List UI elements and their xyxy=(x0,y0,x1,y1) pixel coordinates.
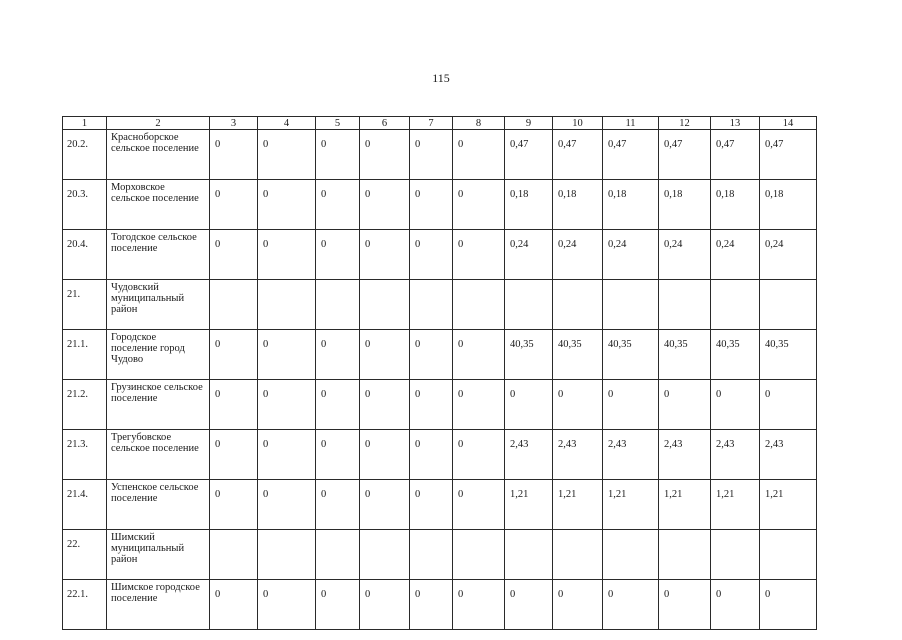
value-cell: 0 xyxy=(453,580,505,630)
value-cell: 0,47 xyxy=(553,130,603,180)
settlement-name-cell: Успенское сельское поселение xyxy=(107,480,210,530)
settlement-name-cell: Чудовский муниципальный район xyxy=(107,280,210,330)
value-cell: 0,18 xyxy=(553,180,603,230)
value-cell: 0 xyxy=(360,130,410,180)
value-cell: 1,21 xyxy=(553,480,603,530)
table-row xyxy=(63,280,817,330)
value-cell: 0 xyxy=(210,580,258,630)
value-cell: 0,18 xyxy=(603,180,659,230)
table-row xyxy=(63,530,817,580)
column-number-header: 2 xyxy=(107,117,210,130)
table-row xyxy=(63,430,817,480)
value-cell: 0 xyxy=(453,380,505,430)
table-body xyxy=(63,130,817,630)
value-cell xyxy=(316,530,360,580)
value-cell: 0 xyxy=(360,380,410,430)
value-cell: 2,43 xyxy=(659,430,711,480)
value-cell xyxy=(711,530,760,580)
value-cell: 0 xyxy=(410,230,453,280)
value-cell xyxy=(210,280,258,330)
value-cell: 1,21 xyxy=(603,480,659,530)
value-cell: 0 xyxy=(453,230,505,280)
value-cell: 0 xyxy=(453,430,505,480)
value-cell: 0 xyxy=(316,380,360,430)
value-cell: 0 xyxy=(316,330,360,380)
value-cell: 0,47 xyxy=(760,130,817,180)
value-cell: 0,47 xyxy=(659,130,711,180)
column-number-row xyxy=(63,117,817,130)
value-cell: 0 xyxy=(410,380,453,430)
data-table xyxy=(62,116,817,630)
value-cell: 0 xyxy=(258,230,316,280)
value-cell: 0 xyxy=(453,180,505,230)
column-number-header: 7 xyxy=(410,117,453,130)
value-cell xyxy=(659,280,711,330)
value-cell: 0 xyxy=(410,180,453,230)
value-cell: 2,43 xyxy=(553,430,603,480)
value-cell xyxy=(453,530,505,580)
table-row xyxy=(63,480,817,530)
value-cell: 0 xyxy=(410,430,453,480)
value-cell: 0,47 xyxy=(505,130,553,180)
value-cell xyxy=(505,530,553,580)
value-cell xyxy=(711,280,760,330)
value-cell: 0,24 xyxy=(760,230,817,280)
value-cell: 0,47 xyxy=(603,130,659,180)
value-cell xyxy=(760,280,817,330)
value-cell: 0 xyxy=(258,130,316,180)
value-cell: 0,24 xyxy=(553,230,603,280)
value-cell: 0 xyxy=(316,180,360,230)
value-cell: 0 xyxy=(316,130,360,180)
column-number-header: 10 xyxy=(553,117,603,130)
value-cell xyxy=(553,280,603,330)
value-cell xyxy=(453,280,505,330)
value-cell: 0 xyxy=(316,580,360,630)
value-cell xyxy=(258,280,316,330)
value-cell xyxy=(659,530,711,580)
value-cell: 40,35 xyxy=(505,330,553,380)
value-cell xyxy=(360,280,410,330)
value-cell: 0 xyxy=(360,430,410,480)
value-cell xyxy=(603,280,659,330)
value-cell: 0 xyxy=(760,580,817,630)
value-cell: 0 xyxy=(258,580,316,630)
value-cell: 0 xyxy=(659,580,711,630)
value-cell xyxy=(760,530,817,580)
value-cell: 0,24 xyxy=(659,230,711,280)
value-cell: 0 xyxy=(360,330,410,380)
value-cell: 0 xyxy=(210,480,258,530)
value-cell: 0 xyxy=(258,430,316,480)
value-cell xyxy=(210,530,258,580)
row-code-cell: 22.1. xyxy=(63,580,107,630)
table-row xyxy=(63,330,817,380)
value-cell: 0 xyxy=(453,130,505,180)
row-code-cell: 21.4. xyxy=(63,480,107,530)
value-cell: 0 xyxy=(316,430,360,480)
column-number-header: 8 xyxy=(453,117,505,130)
value-cell: 0 xyxy=(210,330,258,380)
column-number-header: 13 xyxy=(711,117,760,130)
settlement-name-cell: Шимский муниципальный район xyxy=(107,530,210,580)
value-cell: 0 xyxy=(360,480,410,530)
value-cell: 0,18 xyxy=(760,180,817,230)
row-code-cell: 21.2. xyxy=(63,380,107,430)
value-cell: 0 xyxy=(258,330,316,380)
value-cell: 0 xyxy=(553,380,603,430)
value-cell: 0 xyxy=(711,380,760,430)
row-code-cell: 20.3. xyxy=(63,180,107,230)
value-cell: 1,21 xyxy=(505,480,553,530)
value-cell: 0 xyxy=(258,380,316,430)
value-cell: 0,18 xyxy=(711,180,760,230)
value-cell: 0,18 xyxy=(505,180,553,230)
value-cell: 0 xyxy=(210,180,258,230)
value-cell: 0,24 xyxy=(711,230,760,280)
value-cell: 0 xyxy=(410,480,453,530)
settlement-name-cell: Красноборское сельское поселение xyxy=(107,130,210,180)
value-cell: 0 xyxy=(603,580,659,630)
value-cell: 0 xyxy=(760,380,817,430)
table-row xyxy=(63,180,817,230)
value-cell: 0 xyxy=(360,180,410,230)
settlement-name-cell: Трегубовское сельское поселение xyxy=(107,430,210,480)
value-cell xyxy=(603,530,659,580)
value-cell: 0 xyxy=(258,180,316,230)
row-code-cell: 22. xyxy=(63,530,107,580)
value-cell: 40,35 xyxy=(553,330,603,380)
settlement-name-cell: Тогодское сельское поселение xyxy=(107,230,210,280)
row-code-cell: 21. xyxy=(63,280,107,330)
value-cell: 2,43 xyxy=(760,430,817,480)
value-cell: 0,18 xyxy=(659,180,711,230)
value-cell: 2,43 xyxy=(711,430,760,480)
value-cell: 1,21 xyxy=(711,480,760,530)
value-cell: 40,35 xyxy=(711,330,760,380)
value-cell: 0 xyxy=(603,380,659,430)
column-number-header: 12 xyxy=(659,117,711,130)
value-cell xyxy=(553,530,603,580)
column-number-header: 3 xyxy=(210,117,258,130)
column-number-header: 5 xyxy=(316,117,360,130)
table-row xyxy=(63,580,817,630)
value-cell: 0,47 xyxy=(711,130,760,180)
row-code-cell: 21.1. xyxy=(63,330,107,380)
page-number: 115 xyxy=(432,71,450,85)
value-cell xyxy=(258,530,316,580)
value-cell: 0 xyxy=(659,380,711,430)
settlement-name-cell: Грузинское сельское поселение xyxy=(107,380,210,430)
value-cell: 0 xyxy=(210,380,258,430)
value-cell xyxy=(505,280,553,330)
column-number-header: 6 xyxy=(360,117,410,130)
value-cell: 0 xyxy=(210,230,258,280)
row-code-cell: 20.4. xyxy=(63,230,107,280)
value-cell: 40,35 xyxy=(659,330,711,380)
value-cell: 0 xyxy=(210,130,258,180)
value-cell: 0 xyxy=(505,580,553,630)
settlement-name-cell: Городское поселение город Чудово xyxy=(107,330,210,380)
table-row xyxy=(63,230,817,280)
value-cell: 0 xyxy=(553,580,603,630)
value-cell: 0 xyxy=(316,480,360,530)
column-number-header: 14 xyxy=(760,117,817,130)
value-cell: 1,21 xyxy=(760,480,817,530)
value-cell: 40,35 xyxy=(760,330,817,380)
value-cell: 0 xyxy=(410,330,453,380)
value-cell xyxy=(410,530,453,580)
value-cell xyxy=(410,280,453,330)
value-cell: 40,35 xyxy=(603,330,659,380)
value-cell: 0 xyxy=(316,230,360,280)
row-code-cell: 21.3. xyxy=(63,430,107,480)
value-cell: 0,24 xyxy=(505,230,553,280)
value-cell: 0 xyxy=(410,130,453,180)
value-cell: 2,43 xyxy=(505,430,553,480)
value-cell: 0,24 xyxy=(603,230,659,280)
settlement-name-cell: Шимское городское поселение xyxy=(107,580,210,630)
value-cell: 0 xyxy=(711,580,760,630)
value-cell: 0 xyxy=(453,330,505,380)
value-cell: 1,21 xyxy=(659,480,711,530)
column-number-header: 11 xyxy=(603,117,659,130)
table-row xyxy=(63,380,817,430)
value-cell: 0 xyxy=(505,380,553,430)
settlement-name-cell: Морховское сельское поселение xyxy=(107,180,210,230)
value-cell: 0 xyxy=(210,430,258,480)
column-number-header: 9 xyxy=(505,117,553,130)
column-number-header: 1 xyxy=(63,117,107,130)
value-cell: 0 xyxy=(360,230,410,280)
value-cell: 0 xyxy=(410,580,453,630)
table-row xyxy=(63,130,817,180)
value-cell: 0 xyxy=(453,480,505,530)
value-cell xyxy=(316,280,360,330)
value-cell: 0 xyxy=(258,480,316,530)
value-cell xyxy=(360,530,410,580)
column-number-header: 4 xyxy=(258,117,316,130)
value-cell: 2,43 xyxy=(603,430,659,480)
row-code-cell: 20.2. xyxy=(63,130,107,180)
value-cell: 0 xyxy=(360,580,410,630)
